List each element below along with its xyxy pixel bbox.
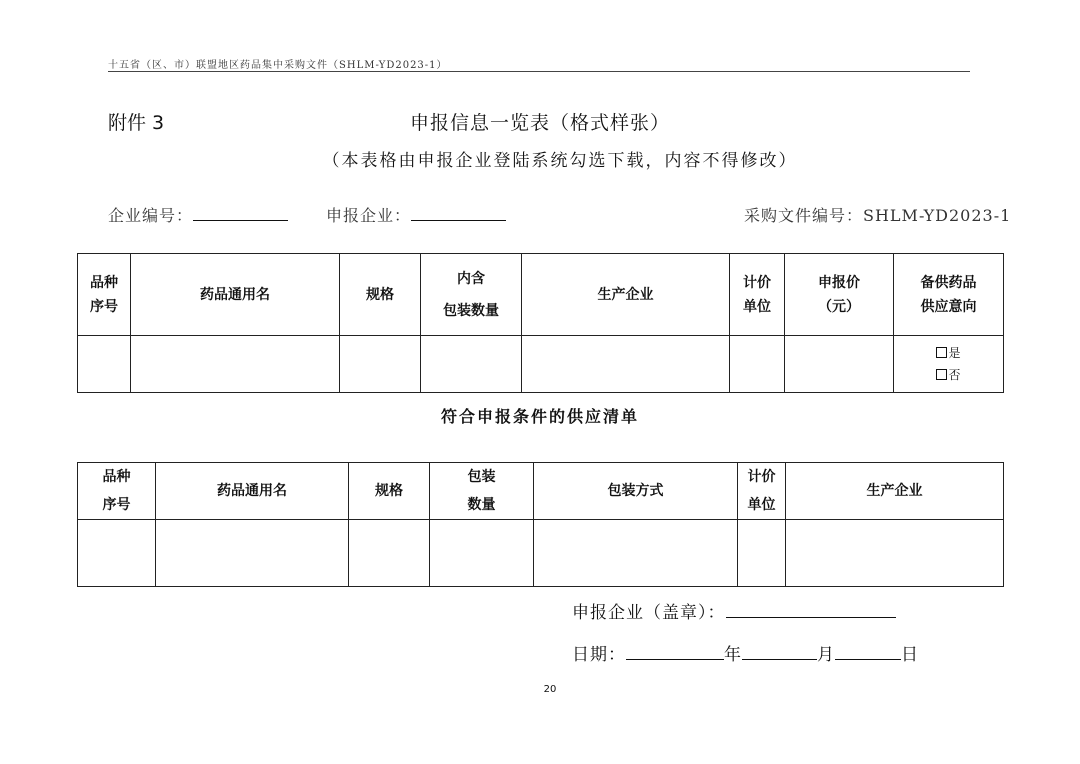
applicant-blank[interactable] <box>411 206 506 221</box>
header-supply-intent: 备供药品 供应意向 <box>894 254 1004 336</box>
document-number-label: 采购文件编号： <box>744 206 864 225</box>
month-blank[interactable] <box>742 643 817 660</box>
header-specification: 规格 <box>349 463 430 520</box>
applicant-field <box>326 203 506 226</box>
document-number-value: SHLM-YD2023-1 <box>863 206 1012 225</box>
cell-manufacturer[interactable] <box>786 520 1004 587</box>
header-generic-name: 药品通用名 <box>156 463 349 520</box>
company-number-field <box>108 203 288 226</box>
header-manufacturer: 生产企业 <box>786 463 1004 520</box>
declaration-table <box>77 253 1004 393</box>
table-row <box>78 336 1004 393</box>
header-manufacturer: 生产企业 <box>522 254 730 336</box>
document-number-field <box>744 203 1011 226</box>
month-label: 月 <box>817 645 835 665</box>
table-header-row <box>78 254 1004 336</box>
section-title: 符合申报条件的供应清单 <box>440 407 639 426</box>
company-seal-field <box>572 598 896 623</box>
year-label: 年 <box>724 645 742 665</box>
cell-specification[interactable] <box>340 336 421 393</box>
header-pricing-unit: 计价 单位 <box>730 254 785 336</box>
company-number-blank[interactable] <box>193 206 288 221</box>
header-pack-quantity: 包装 数量 <box>430 463 534 520</box>
day-label: 日 <box>901 645 919 665</box>
header-variety-no: 品种 序号 <box>78 254 131 336</box>
cell-manufacturer[interactable] <box>522 336 730 393</box>
option-yes[interactable]: 是 <box>894 342 1003 364</box>
cell-supply-intent <box>894 336 1004 393</box>
cell-variety-no[interactable] <box>78 336 131 393</box>
cell-packaging-method[interactable] <box>534 520 738 587</box>
checkbox-icon[interactable] <box>936 369 947 380</box>
header-generic-name: 药品通用名 <box>131 254 340 336</box>
table-header-row <box>78 463 1004 520</box>
header-declared-price: 申报价 （元） <box>785 254 894 336</box>
header-rule <box>108 71 970 72</box>
cell-specification[interactable] <box>349 520 430 587</box>
header-variety-no: 品种 序号 <box>78 463 156 520</box>
header-packaging-method: 包装方式 <box>534 463 738 520</box>
page-number: 20 <box>543 684 557 695</box>
applicant-label: 申报企业： <box>326 206 412 225</box>
company-seal-blank[interactable] <box>726 601 896 618</box>
cell-pricing-unit[interactable] <box>730 336 785 393</box>
checkbox-icon[interactable] <box>936 347 947 358</box>
company-number-label: 企业编号： <box>108 206 194 225</box>
document-subtitle: （本表格由申报企业登陆系统勾选下载，内容不得修改） <box>322 151 798 171</box>
page-header: 十五省（区、市）联盟地区药品集中采购文件（SHLM-YD2023-1） <box>108 60 448 71</box>
year-blank[interactable] <box>626 643 724 660</box>
cell-pack-quantity[interactable] <box>430 520 534 587</box>
attachment-label: 附件 3 <box>108 112 165 134</box>
supply-list-table <box>77 462 1004 587</box>
cell-generic-name[interactable] <box>156 520 349 587</box>
cell-variety-no[interactable] <box>78 520 156 587</box>
cell-declared-price[interactable] <box>785 336 894 393</box>
header-pricing-unit: 计价 单位 <box>738 463 786 520</box>
company-seal-label: 申报企业（盖章）： <box>572 603 726 623</box>
table-row <box>78 520 1004 587</box>
day-blank[interactable] <box>835 643 901 660</box>
document-title: 申报信息一览表（格式样张） <box>409 112 670 134</box>
cell-pricing-unit[interactable] <box>738 520 786 587</box>
date-label: 日期： <box>572 645 626 665</box>
date-field <box>572 640 919 665</box>
option-no[interactable]: 否 <box>894 364 1003 386</box>
header-specification: 规格 <box>340 254 421 336</box>
header-pack-quantity: 内含 包装数量 <box>421 254 522 336</box>
cell-generic-name[interactable] <box>131 336 340 393</box>
cell-pack-quantity[interactable] <box>421 336 522 393</box>
